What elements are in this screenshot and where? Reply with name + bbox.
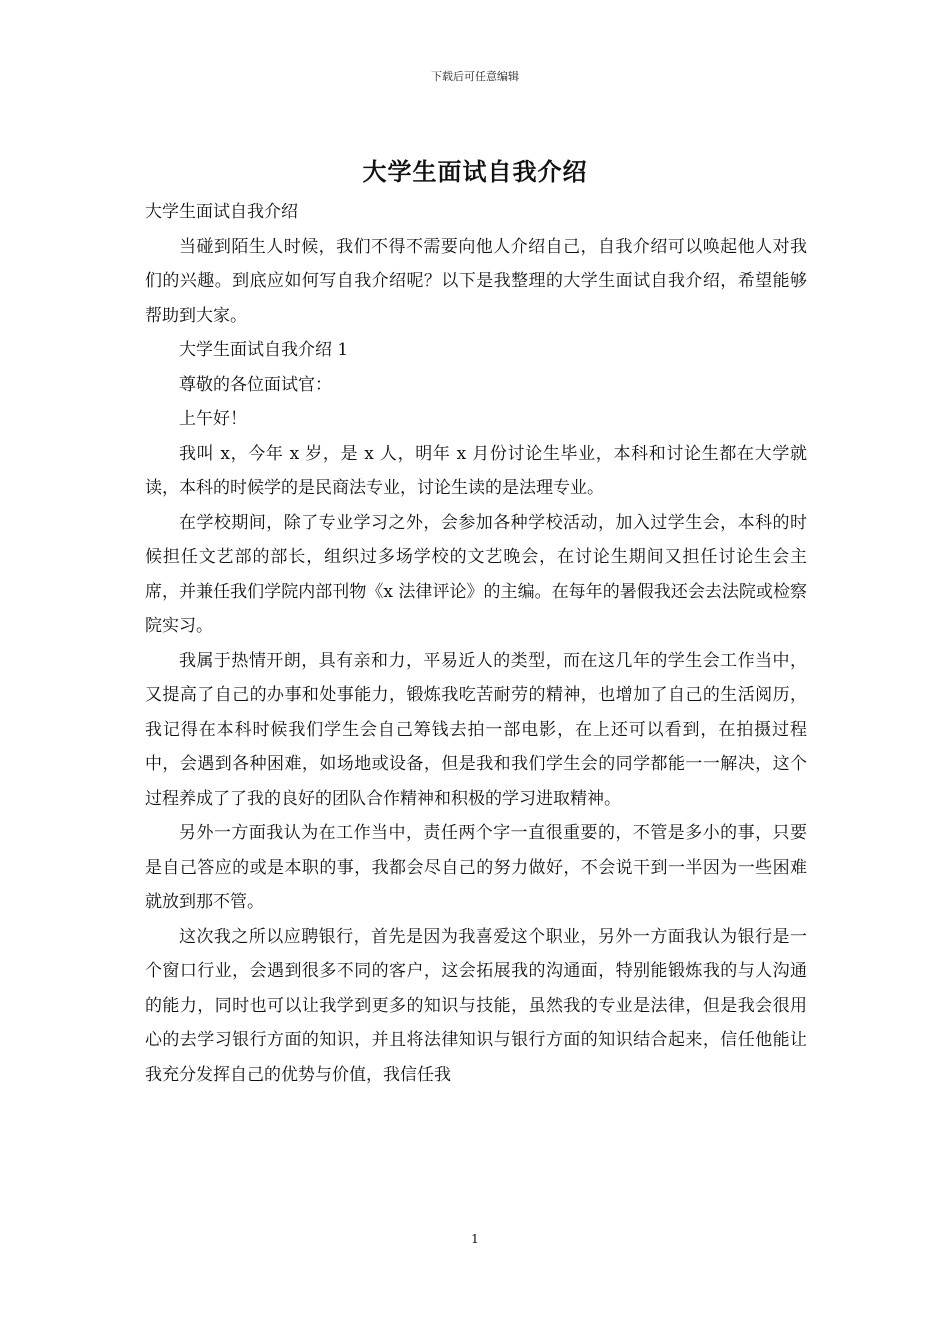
section-heading: 大学生面试自我介绍 — [145, 202, 298, 222]
document-title: 大学生面试自我介绍 — [362, 157, 588, 186]
body-paragraph: 我叫 x，今年 x 岁，是 x 人，明年 x 月份讨论生毕业，本科和讨论生都在大学就读，本科的时候学的是民商法专业，讨论生读的是法理专业。 — [145, 443, 807, 498]
salutation: 尊敬的各位面试官： — [179, 374, 332, 395]
greeting: 上午好！ — [179, 409, 247, 429]
intro-paragraph: 当碰到陌生人时候，我们不得不需要向他人介绍自己，自我介绍可以唤起他人对我们的兴趣。到底应如何写自我介绍呢？以下是我整理的大学生面试自我介绍，希望能够帮助到大家。 — [145, 236, 807, 326]
body-paragraph: 这次我之所以应聘银行，首先是因为我喜爱这个职业，另外一方面我认为银行是一个窗口行业，会遇到很多不同的客户，这会拓展我的沟通面，特别能锻炼我的与人沟通的能力，同时也可以让我学到更多的知识与技能，虽然我的专业是法律，但是我会很用心的去学习银行方面的知识，并且将法律知识与银行方面的知识结合起来，信任他能让我充分发挥自己的优势与价值，我信任我 — [145, 926, 807, 1085]
page-number: 1 — [471, 1232, 479, 1246]
body-paragraph: 另外一方面我认为在工作当中，责任两个字一直很重要的，不管是多小的事，只要是自己答应的或是本职的事，我都会尽自己的努力做好，不会说干到一半因为一些困难就放到那不管。 — [145, 823, 807, 912]
page-header-note: 下载后可任意编辑 — [431, 70, 519, 83]
document-body — [145, 195, 807, 1092]
body-paragraph: 在学校期间，除了专业学习之外，会参加各种学校活动，加入过学生会，本科的时候担任文艺部的部长，组织过多场学校的文艺晚会，在讨论生期间又担任讨论生会主席，并兼任我们学院内部刊物《x 法律评论》的主编。在每年的暑假我还会去法院或检察院实习。 — [145, 512, 807, 636]
subsection-heading: 大学生面试自我介绍 1 — [179, 340, 349, 360]
body-paragraph: 我属于热情开朗，具有亲和力，平易近人的类型，而在这几年的学生会工作当中，又提高了自己的办事和处事能力，锻炼我吃苦耐劳的精神，也增加了自己的生活阅历，我记得在本科时候我们学生会自己筹钱去拍一部电影，在上还可以看到，在拍摄过程中，会遇到各种困难，如场地或设备，但是我和我们学生会的同学都能一一解决，这个过程养成了了我的良好的团队合作精神和积极的学习进取精神。 — [145, 650, 807, 809]
